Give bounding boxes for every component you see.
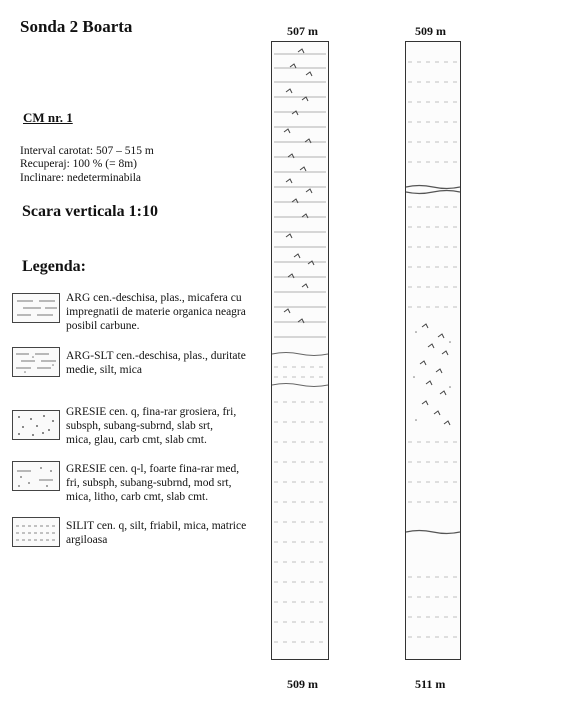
legend-line: subsph, subang-subrnd, slab srt, [66, 420, 213, 432]
legend-line: GRESIE cen. q-l, foarte fina-rar med, [66, 463, 240, 475]
legend-item-sandstone [66, 405, 276, 447]
page-title: Sonda 2 Boarta [20, 17, 133, 36]
legend-line: impregnatii de materie organica neagra [66, 306, 246, 318]
legend-swatch-clay-silt [12, 347, 60, 377]
legend-line: ARG cen.-deschisa, plas., micafera cu [66, 292, 242, 304]
legend-item-clay-silt [66, 349, 276, 377]
core-column-2-pattern [406, 42, 460, 659]
column-2-top-depth: 509 m [415, 24, 446, 38]
inclination-text: Inclinare: nedeterminabila [20, 172, 142, 184]
legend-line: ARG-SLT cen.-deschisa, plas., duritate [66, 350, 246, 362]
legend-swatch-fine-sandstone [12, 461, 60, 491]
legend-title: Legenda: [22, 258, 86, 275]
legend-item-fine-sandstone [66, 462, 276, 504]
legend-item-silt [66, 519, 276, 547]
legend-line: medie, silt, mica [66, 364, 143, 376]
legend-line: argiloasa [66, 534, 108, 546]
legend-line: posibil carbune. [66, 320, 140, 332]
legend-line: fri, subsph, subang-subrnd, mod srt, [66, 477, 232, 489]
column-2-bottom-depth: 511 m [415, 677, 446, 691]
legend-item-clay [66, 291, 276, 333]
legend-line: mica, glau, carb cmt, slab cmt. [66, 434, 207, 446]
legend-swatch-clay [12, 293, 60, 323]
legend-swatch-sandstone [12, 410, 60, 440]
column-1-bottom-depth: 509 m [287, 677, 318, 691]
vertical-scale: Scara verticala 1:10 [22, 203, 158, 220]
core-label: CM nr. 1 [23, 110, 73, 125]
core-column-1 [271, 41, 329, 660]
interval-text: Interval carotat: 507 – 515 m [20, 145, 154, 157]
legend-line: SILIT cen. q, silt, friabil, mica, matrice [66, 520, 247, 532]
legend-line: mica, litho, carb cmt, slab cmt. [66, 491, 209, 503]
core-column-1-pattern [272, 42, 328, 659]
column-1-top-depth: 507 m [287, 24, 318, 38]
legend-line: GRESIE cen. q, fina-rar grosiera, fri, [66, 406, 237, 418]
core-column-2 [405, 41, 461, 660]
recovery-text: Recuperaj: 100 % (= 8m) [20, 158, 137, 170]
legend-swatch-silt [12, 517, 60, 547]
